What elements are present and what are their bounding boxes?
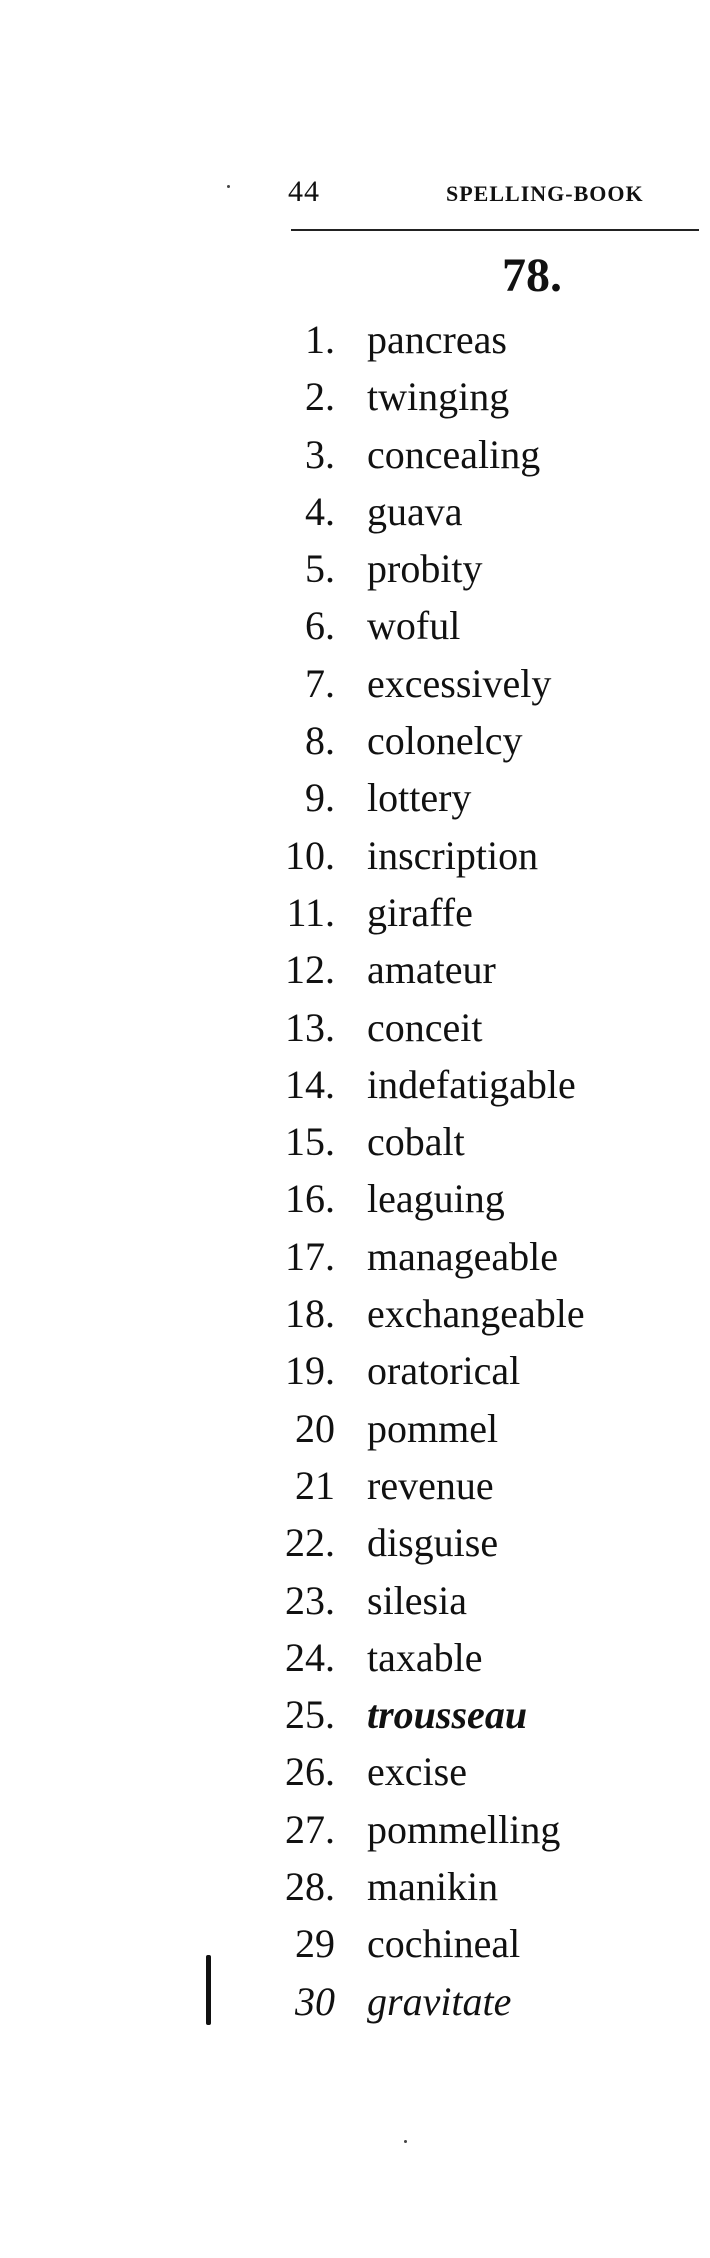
list-item (270, 1400, 670, 1457)
spelling-word: pommel (367, 1405, 499, 1451)
list-item (270, 1170, 670, 1227)
list-item (270, 999, 670, 1056)
page-number: 44 (288, 175, 320, 208)
spelling-word: manageable (367, 1233, 558, 1279)
list-item (270, 1973, 670, 2030)
list-item (270, 483, 670, 540)
list-item (270, 1285, 670, 1342)
spelling-word: colonelcy (367, 718, 523, 764)
ink-speck (404, 2140, 407, 2143)
spelling-word: trousseau (367, 1692, 528, 1738)
list-item (270, 1629, 670, 1686)
spelling-word: manikin (367, 1864, 499, 1910)
spelling-word: excessively (367, 660, 552, 706)
item-number: 16. (285, 1176, 335, 1222)
list-item (270, 884, 670, 941)
item-number: 10. (285, 832, 335, 878)
item-number: 18. (285, 1291, 335, 1337)
list-item (270, 827, 670, 884)
item-number: 13. (285, 1004, 335, 1050)
spelling-word: gravitate (367, 1978, 512, 2024)
list-item (270, 368, 670, 425)
page-header (288, 175, 698, 215)
item-number: 21 (295, 1462, 335, 1508)
item-number: 26. (285, 1749, 335, 1795)
item-number: 15. (285, 1119, 335, 1165)
list-item (270, 1858, 670, 1915)
spelling-word: guava (367, 488, 463, 534)
spelling-word: inscription (367, 832, 539, 878)
item-number: 11. (286, 889, 335, 935)
list-item (270, 1228, 670, 1285)
item-number: 23. (285, 1577, 335, 1623)
item-number: 14. (285, 1061, 335, 1107)
header-rule (291, 229, 699, 231)
spelling-word: taxable (367, 1634, 483, 1680)
item-number: 20 (295, 1405, 335, 1451)
item-number: 7. (305, 660, 335, 706)
item-number: 19. (285, 1348, 335, 1394)
item-number: 9. (305, 775, 335, 821)
list-item (270, 597, 670, 654)
list-item (270, 1801, 670, 1858)
spelling-word: exchangeable (367, 1291, 585, 1337)
spelling-word: cochineal (367, 1921, 521, 1967)
item-number: 30 (295, 1978, 335, 2024)
item-number: 3. (305, 431, 335, 477)
list-item (270, 769, 670, 826)
spelling-word: woful (367, 603, 461, 649)
item-number: 27. (285, 1806, 335, 1852)
spelling-word-list (270, 311, 670, 2030)
item-number: 24. (285, 1634, 335, 1680)
spelling-word: oratorical (367, 1348, 521, 1394)
list-item (270, 1915, 670, 1972)
spelling-word: amateur (367, 947, 496, 993)
spelling-word: leaguing (367, 1176, 505, 1222)
list-item (270, 1686, 670, 1743)
item-number: 8. (305, 718, 335, 764)
item-number: 1. (305, 317, 335, 362)
list-item (270, 311, 670, 368)
spelling-word: excise (367, 1749, 467, 1795)
item-number: 17. (285, 1233, 335, 1279)
spelling-word: giraffe (367, 889, 473, 935)
list-item (270, 655, 670, 712)
spelling-word: concealing (367, 431, 541, 477)
spelling-word: silesia (367, 1577, 467, 1623)
list-item (270, 540, 670, 597)
item-number: 22. (285, 1520, 335, 1566)
item-number: 2. (305, 374, 335, 420)
spelling-word: revenue (367, 1462, 494, 1508)
spelling-word: pommelling (367, 1806, 561, 1852)
spelling-word: pancreas (367, 317, 507, 362)
list-item (270, 712, 670, 769)
item-number: 4. (305, 488, 335, 534)
running-head: SPELLING-BOOK (446, 181, 644, 206)
spelling-word: indefatigable (367, 1061, 576, 1107)
item-number: 25. (285, 1692, 335, 1738)
item-number: 29 (295, 1921, 335, 1967)
list-item (270, 1056, 670, 1113)
item-number: 12. (285, 947, 335, 993)
list-item (270, 1572, 670, 1629)
ink-speck (227, 185, 230, 188)
spelling-word: conceit (367, 1004, 483, 1050)
section-number: 78. (502, 249, 562, 302)
spelling-word: lottery (367, 775, 472, 821)
spelling-word: disguise (367, 1520, 499, 1566)
list-item (270, 941, 670, 998)
list-item (270, 1113, 670, 1170)
spelling-word: twinging (367, 374, 510, 420)
list-item (270, 426, 670, 483)
list-item (270, 1743, 670, 1800)
spelling-word: probity (367, 546, 483, 592)
item-number: 6. (305, 603, 335, 649)
list-item (270, 1457, 670, 1514)
margin-mark (206, 1955, 211, 2025)
list-item (270, 1514, 670, 1571)
item-number: 28. (285, 1864, 335, 1910)
list-item (270, 1342, 670, 1399)
item-number: 5. (305, 546, 335, 592)
spelling-word: cobalt (367, 1119, 465, 1165)
